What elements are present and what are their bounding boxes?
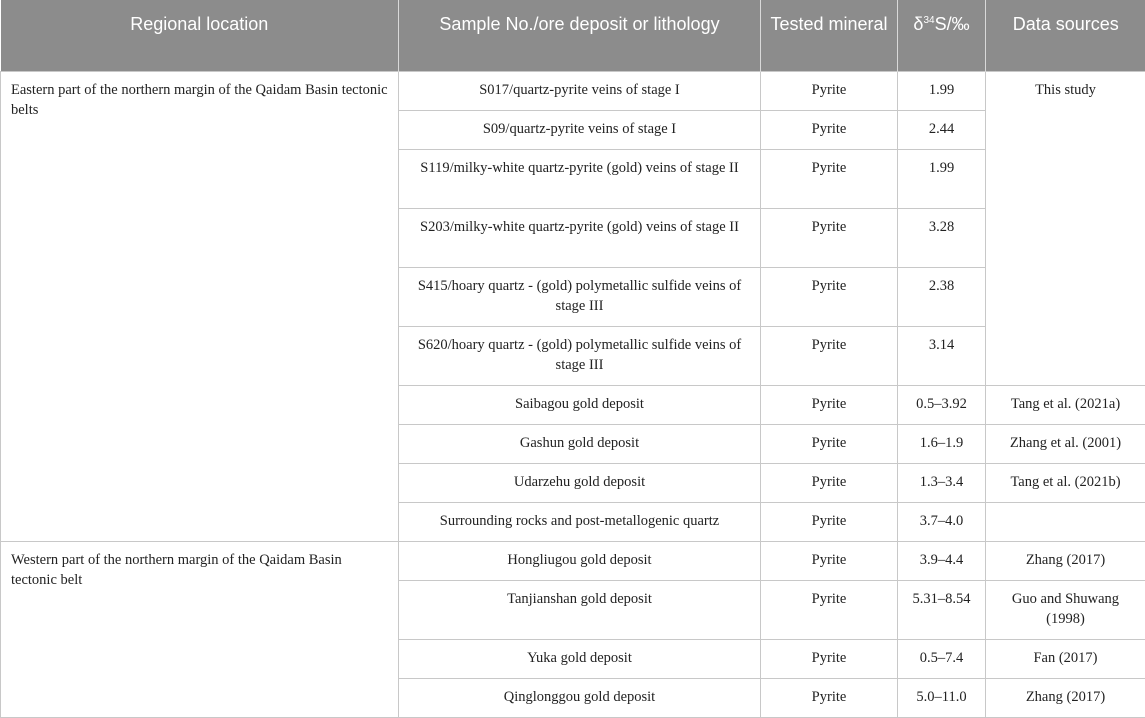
mineral-cell: Pyrite — [761, 502, 898, 541]
mineral-cell: Pyrite — [761, 149, 898, 208]
source-cell: Zhang et al. (2001) — [986, 424, 1145, 463]
delta-cell: 2.44 — [898, 110, 986, 149]
delta-cell: 3.9–4.4 — [898, 541, 986, 580]
mineral-cell: Pyrite — [761, 326, 898, 385]
delta-cell: 3.14 — [898, 326, 986, 385]
delta-cell: 2.38 — [898, 267, 986, 326]
source-cell: Zhang (2017) — [986, 541, 1145, 580]
mineral-cell: Pyrite — [761, 110, 898, 149]
header-mineral: Tested mineral — [761, 0, 898, 71]
delta-cell: 1.6–1.9 — [898, 424, 986, 463]
source-cell: Guo and Shuwang (1998) — [986, 580, 1145, 639]
mineral-cell: Pyrite — [761, 424, 898, 463]
sample-cell: Yuka gold deposit — [399, 639, 761, 678]
mineral-cell: Pyrite — [761, 71, 898, 110]
table-row — [1, 541, 1145, 580]
mineral-cell: Pyrite — [761, 639, 898, 678]
sample-cell: Tanjianshan gold deposit — [399, 580, 761, 639]
delta-cell: 5.0–11.0 — [898, 678, 986, 717]
region-east: Eastern part of the northern margin of the Qaidam Basin tectonic belts — [1, 71, 399, 541]
delta-cell: 1.99 — [898, 71, 986, 110]
delta-cell: 0.5–3.92 — [898, 385, 986, 424]
delta-cell: 1.3–3.4 — [898, 463, 986, 502]
mineral-cell: Pyrite — [761, 208, 898, 267]
header-source: Data sources — [986, 0, 1145, 71]
sample-cell: Gashun gold deposit — [399, 424, 761, 463]
sample-cell: Hongliugou gold deposit — [399, 541, 761, 580]
header-region: Regional location — [1, 0, 399, 71]
source-cell: Tang et al. (2021b) — [986, 463, 1145, 502]
delta-cell: 3.28 — [898, 208, 986, 267]
header-delta-prefix: δ — [913, 14, 923, 34]
sample-cell: Saibagou gold deposit — [399, 385, 761, 424]
delta-cell: 0.5–7.4 — [898, 639, 986, 678]
source-cell — [986, 502, 1145, 541]
mineral-cell: Pyrite — [761, 463, 898, 502]
delta-cell: 1.99 — [898, 149, 986, 208]
sample-cell: Surrounding rocks and post-metallogenic quartz — [399, 502, 761, 541]
region-west: Western part of the northern margin of the Qaidam Basin tectonic belt — [1, 541, 399, 717]
mineral-cell: Pyrite — [761, 678, 898, 717]
sample-cell: Udarzehu gold deposit — [399, 463, 761, 502]
sample-cell: S620/hoary quartz - (gold) polymetallic sulfide veins of stage III — [399, 326, 761, 385]
sample-cell: S09/quartz-pyrite veins of stage I — [399, 110, 761, 149]
mineral-cell: Pyrite — [761, 541, 898, 580]
sample-cell: Qinglonggou gold deposit — [399, 678, 761, 717]
table-row — [1, 71, 1145, 110]
header-delta — [898, 0, 986, 71]
source-cell: Tang et al. (2021a) — [986, 385, 1145, 424]
mineral-cell: Pyrite — [761, 267, 898, 326]
header-delta-suffix: S/‰ — [935, 14, 970, 34]
source-cell: Fan (2017) — [986, 639, 1145, 678]
sample-cell: S017/quartz-pyrite veins of stage I — [399, 71, 761, 110]
table-header-row — [1, 0, 1145, 71]
mineral-cell: Pyrite — [761, 580, 898, 639]
delta-cell: 3.7–4.0 — [898, 502, 986, 541]
delta-cell: 5.31–8.54 — [898, 580, 986, 639]
mineral-cell: Pyrite — [761, 385, 898, 424]
header-sample: Sample No./ore deposit or lithology — [399, 0, 761, 71]
sample-cell: S415/hoary quartz - (gold) polymetallic sulfide veins of stage III — [399, 267, 761, 326]
sample-cell: S203/milky-white quartz-pyrite (gold) veins of stage II — [399, 208, 761, 267]
source-cell: This study — [986, 71, 1145, 385]
header-delta-sup: 34 — [923, 15, 934, 26]
source-cell: Zhang (2017) — [986, 678, 1145, 717]
sample-cell: S119/milky-white quartz-pyrite (gold) veins of stage II — [399, 149, 761, 208]
